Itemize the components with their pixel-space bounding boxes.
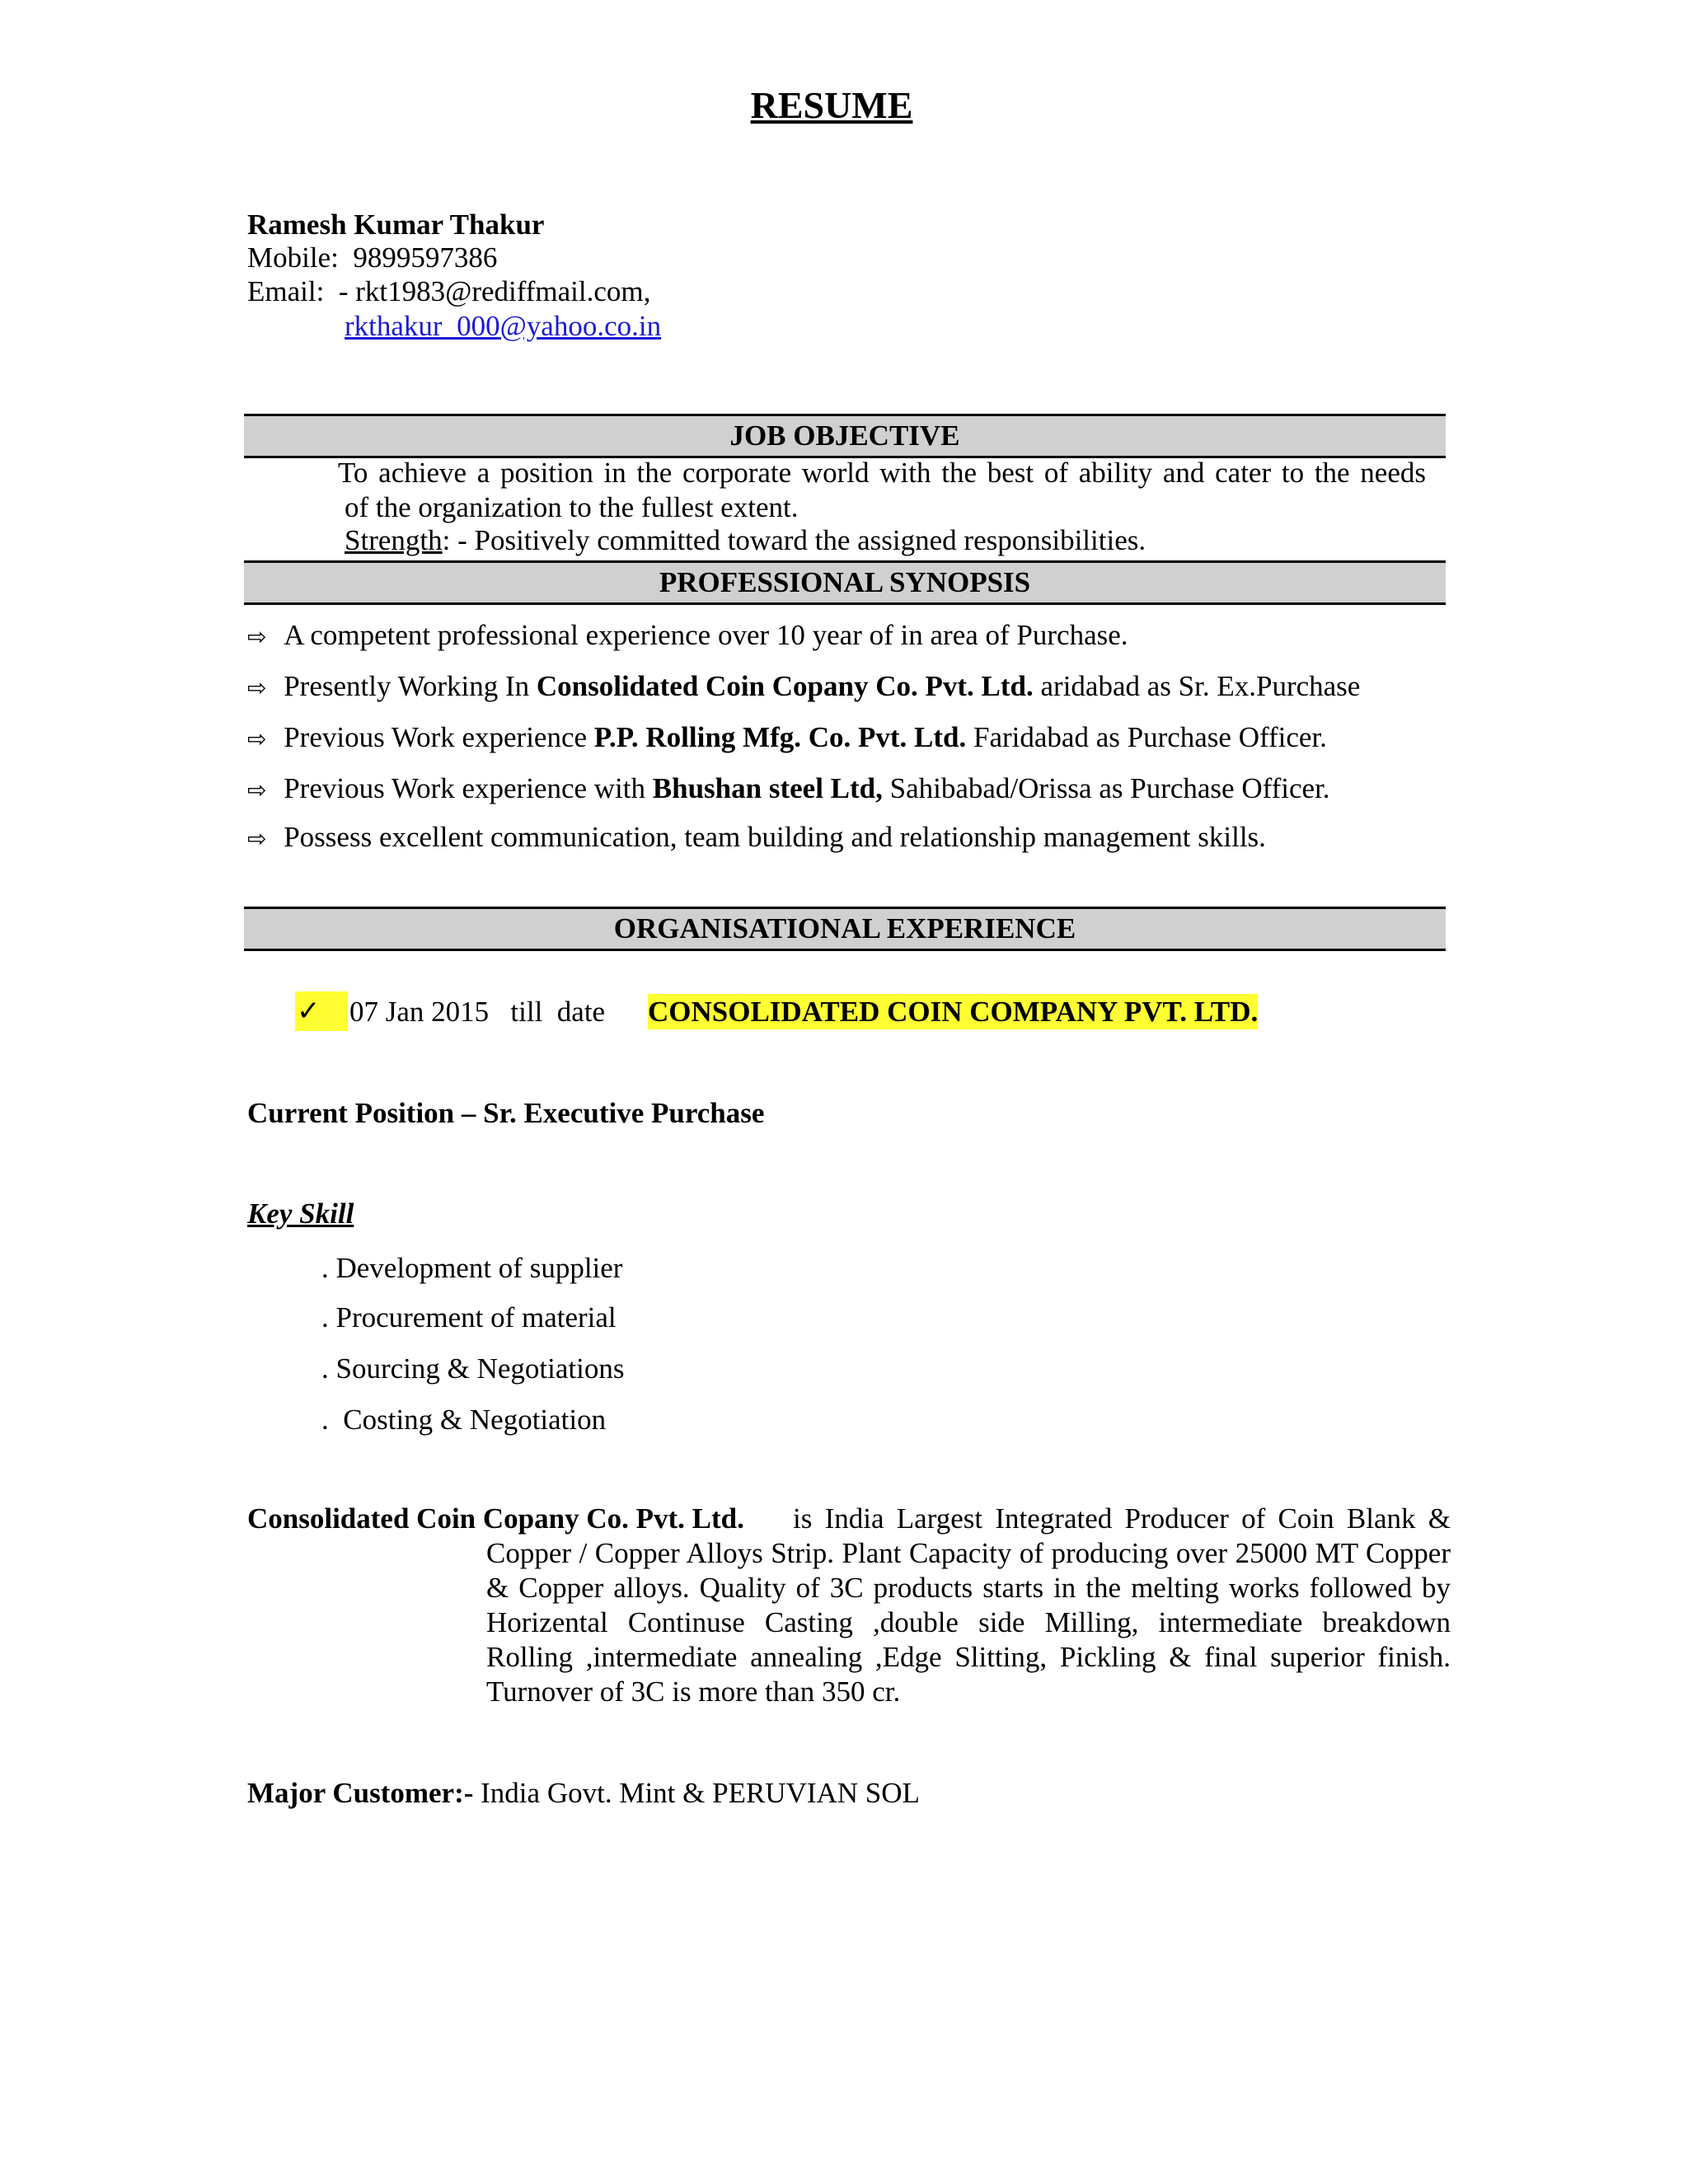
synopsis-item bbox=[247, 669, 1360, 705]
mobile-line bbox=[247, 241, 497, 275]
experience-company-highlight: CONSOLIDATED COIN COMPANY PVT. LTD. bbox=[648, 996, 1259, 1028]
synopsis-text-post: Sahibabad/Orissa as Purchase Officer. bbox=[882, 772, 1330, 804]
synopsis-company: Consolidated Coin Copany Co. Pvt. Ltd. bbox=[536, 670, 1034, 702]
email-prefix: - bbox=[338, 275, 356, 307]
experience-company bbox=[648, 995, 1258, 1029]
skill-item: . Procurement of material bbox=[321, 1301, 617, 1333]
major-customer-label: Major Customer:- bbox=[247, 1777, 474, 1809]
major-customer-value: India Govt. Mint & PERUVIAN SOL bbox=[473, 1777, 920, 1809]
synopsis-company: Bhushan steel Ltd, bbox=[652, 772, 883, 804]
synopsis-item bbox=[247, 820, 1266, 856]
arrow-right-icon: ⇨ bbox=[247, 825, 267, 852]
arrow-right-icon: ⇨ bbox=[247, 776, 267, 804]
experience-date: 07 Jan 2015 till date bbox=[349, 996, 606, 1028]
synopsis-item bbox=[247, 720, 1327, 757]
email-label: Email: bbox=[247, 275, 325, 307]
candidate-name: Ramesh Kumar Thakur bbox=[247, 209, 545, 241]
company-description: is India Largest Integrated Producer of Coin Blank & Copper / Copper Alloys Strip. Plant Capacity of producing over 25000 MT Copper & Copper alloys. Quality of 3C products starts in the melting works followed by Horizental Continuse Casting ,double side Milling, intermediate breakdown Rolling ,intermediate annealing ,Edge Slitting, Pickling & final superior finish. Turnover of 3C is more than 350 cr. bbox=[486, 1502, 1451, 1708]
company-name: Consolidated Coin Copany Co. Pvt. Ltd. bbox=[247, 1502, 744, 1535]
synopsis-text: A competent professional experience over 10 year of in area of Purchase. bbox=[284, 619, 1128, 651]
major-customer-line bbox=[247, 1776, 920, 1811]
objective-line-1: To achieve a position in the corporate world with the best of ability and cater to the needs bbox=[338, 457, 1426, 489]
synopsis-text: Presently Working In bbox=[284, 670, 537, 702]
synopsis-text: Previous Work experience with bbox=[284, 772, 653, 804]
synopsis-text: Possess excellent communication, team building and relationship management skills. bbox=[284, 821, 1266, 853]
synopsis-text-post: Faridabad as Purchase Officer. bbox=[966, 721, 1327, 753]
check-icon: ✓ bbox=[295, 991, 348, 1031]
strength-line bbox=[345, 523, 1146, 558]
objective-line-2: of the organization to the fullest extent. bbox=[345, 491, 799, 523]
professional-synopsis-heading: PROFESSIONAL SYNOPSIS bbox=[244, 560, 1446, 605]
email-secondary-link[interactable]: rkthakur_000@yahoo.co.in bbox=[345, 310, 662, 342]
arrow-right-icon: ⇨ bbox=[247, 674, 267, 701]
arrow-right-icon: ⇨ bbox=[247, 725, 267, 752]
email-secondary-line bbox=[345, 309, 661, 344]
strength-label: Strength bbox=[345, 524, 443, 556]
page-title: RESUME bbox=[750, 84, 913, 126]
mobile-label: Mobile: bbox=[247, 241, 339, 274]
mobile-number: 9899597386 bbox=[353, 241, 498, 274]
synopsis-company: P.P. Rolling Mfg. Co. Pvt. Ltd. bbox=[593, 721, 967, 753]
current-position: Current Position – Sr. Executive Purchase bbox=[247, 1097, 765, 1129]
synopsis-text-post: aridabad as Sr. Ex.Purchase bbox=[1033, 670, 1361, 702]
strength-text: : - Positively committed toward the assigned responsibilities. bbox=[442, 524, 1146, 556]
skill-item: . Costing & Negotiation bbox=[321, 1404, 607, 1436]
arrow-right-icon: ⇨ bbox=[247, 623, 267, 650]
synopsis-item bbox=[247, 771, 1330, 808]
job-objective-heading: JOB OBJECTIVE bbox=[244, 414, 1446, 458]
skill-item: . Sourcing & Negotiations bbox=[321, 1352, 625, 1385]
organisational-experience-heading: ORGANISATIONAL EXPERIENCE bbox=[244, 907, 1446, 951]
skill-item: . Development of supplier bbox=[321, 1252, 623, 1284]
email-primary: rkt1983@rediffmail.com, bbox=[355, 275, 651, 307]
synopsis-item bbox=[247, 618, 1128, 654]
synopsis-text: Previous Work experience bbox=[284, 721, 594, 753]
key-skill-heading: Key Skill bbox=[247, 1197, 354, 1230]
email-line bbox=[247, 274, 650, 309]
